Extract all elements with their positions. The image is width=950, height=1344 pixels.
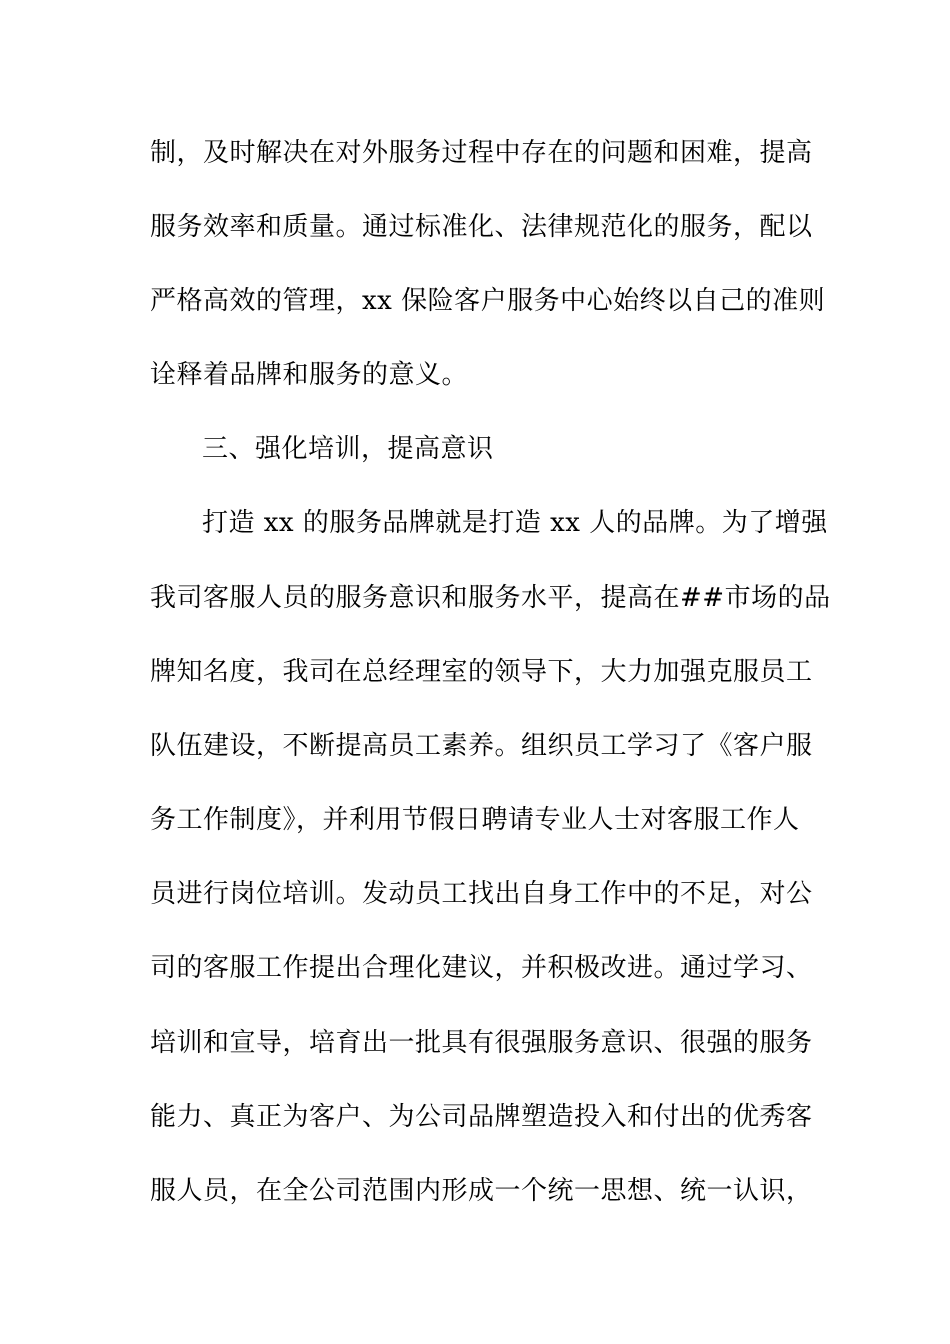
paragraph-line: 制，及时解决在对外服务过程中存在的问题和困难，提高	[150, 138, 813, 168]
paragraph-line: 队伍建设，不断提高员工素养。组织员工学习了《客户服	[150, 731, 813, 761]
paragraph-line: 务工作制度》，并利用节假日聘请专业人士对客服工作人	[150, 805, 800, 835]
paragraph-line: 严格高效的管理，xx 保险客户服务中心始终以自己的准则	[150, 286, 826, 316]
paragraph-line: 能力、真正为客户、为公司品牌塑造投入和付出的优秀客	[150, 1102, 813, 1132]
paragraph-line: 司的客服工作提出合理化建议，并积极改进。通过学习、	[150, 953, 813, 983]
section-heading: 三、强化培训，提高意识	[202, 434, 494, 464]
paragraph-line: 服人员，在全公司范围内形成一个统一思想、统一认识，	[150, 1176, 813, 1206]
paragraph-line: 诠释着品牌和服务的意义。	[150, 360, 469, 390]
paragraph-line: 培训和宣导，培育出一批具有很强服务意识、很强的服务	[150, 1028, 813, 1058]
paragraph-line: 牌知名度，我司在总经理室的领导下，大力加强克服员工	[150, 657, 813, 687]
paragraph-line: 打造 xx 的服务品牌就是打造 xx 人的品牌。为了增强	[202, 508, 828, 538]
paragraph-line: 我司客服人员的服务意识和服务水平，提高在##市场的品	[150, 583, 831, 613]
paragraph-line: 服务效率和质量。通过标准化、法律规范化的服务，配以	[150, 212, 813, 242]
paragraph-line: 员进行岗位培训。发动员工找出自身工作中的不足，对公	[150, 879, 813, 909]
